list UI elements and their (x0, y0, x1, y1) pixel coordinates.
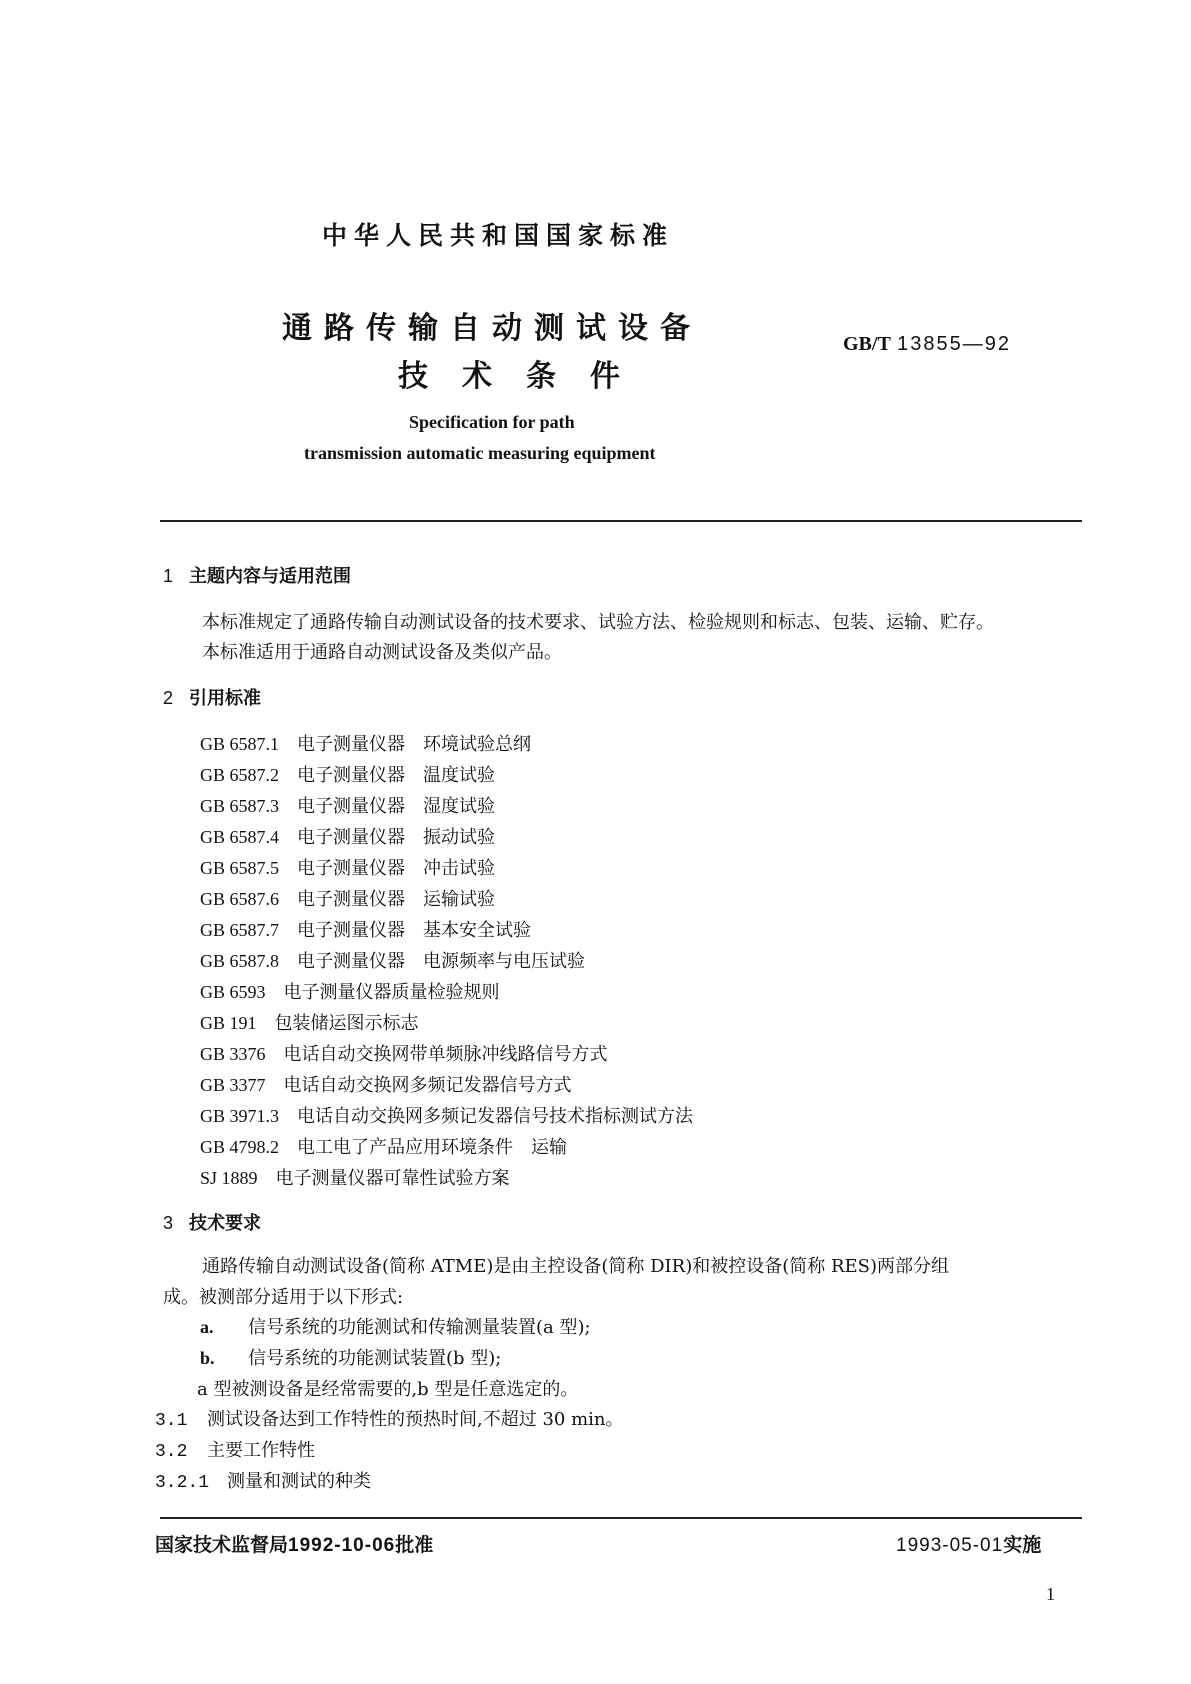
effective-suffix: 实施 (1003, 1534, 1042, 1556)
title-line-2: 技术条件 (398, 359, 654, 394)
list-item-label: a. (200, 1317, 214, 1337)
clause-number: 3.1 (155, 1411, 188, 1431)
reference-item (200, 730, 531, 756)
page-number: 1 (1046, 1584, 1055, 1604)
issue-info (155, 1530, 433, 1557)
reference-title: 电子测量仪器 环境试验总纲 (297, 734, 532, 755)
reference-title: 电话自动交换网多频记发器信号方式 (283, 1075, 572, 1096)
section-3-note: a 型被测设备是经常需要的,b 型是任意选定的。 (197, 1379, 579, 1400)
reference-item (200, 792, 495, 818)
clause-3-2-1 (155, 1467, 371, 1493)
reference-item (200, 854, 495, 880)
reference-title: 电子测量仪器 湿度试验 (297, 796, 496, 817)
list-item-text: 信号系统的功能测试装置(b 型); (248, 1348, 502, 1369)
reference-code: GB 4798.2 (200, 1137, 280, 1157)
reference-code: GB 6593 (200, 982, 266, 1002)
section-3-heading (163, 1209, 261, 1235)
section-number: 1 (163, 566, 174, 586)
reference-code: GB 6587.8 (200, 951, 280, 971)
reference-title: 电工电了产品应用环境条件 运输 (297, 1137, 568, 1158)
reference-code: GB 6587.3 (200, 796, 280, 816)
reference-code: GB 3971.3 (200, 1106, 280, 1126)
reference-title: 包装储运图示标志 (274, 1013, 419, 1034)
section-number: 2 (163, 688, 174, 708)
top-divider (160, 520, 1082, 522)
section-1-para-2: 本标准适用于通路自动测试设备及类似产品。 (202, 642, 562, 663)
issue-date: 1992-10-06 (288, 1535, 396, 1556)
section-1-heading (163, 562, 351, 588)
issue-suffix: 批准 (395, 1534, 434, 1556)
clause-3-1 (155, 1405, 624, 1431)
list-item-b (200, 1344, 501, 1370)
section-title: 技术要求 (189, 1213, 262, 1234)
reference-title: 电子测量仪器 运输试验 (297, 889, 496, 910)
reference-item (200, 1164, 510, 1190)
issuer: 国家技术监督局 (155, 1534, 289, 1556)
clause-text: 测试设备达到工作特性的预热时间,不超过 30 min。 (207, 1409, 624, 1430)
reference-title: 电话自动交换网带单频脉冲线路信号方式 (283, 1044, 608, 1065)
reference-item (200, 885, 495, 911)
section-3-para-line-1: 通路传输自动测试设备(简称 ATME)是由主控设备(简称 DIR)和被控设备(简称 RES)两部分组 (202, 1256, 950, 1277)
clause-number: 3.2 (155, 1442, 188, 1462)
reference-title: 电子测量仪器可靠性试验方案 (275, 1168, 510, 1189)
reference-code: GB 6587.5 (200, 858, 280, 878)
reference-code: GB 3376 (200, 1044, 266, 1064)
reference-code: SJ 1889 (200, 1168, 258, 1188)
reference-title: 电子测量仪器 基本安全试验 (297, 920, 532, 941)
standard-number (843, 331, 1011, 356)
reference-item (200, 1009, 419, 1035)
clause-number: 3.2.1 (155, 1473, 210, 1493)
bottom-divider (160, 1517, 1082, 1519)
section-title: 引用标准 (189, 688, 262, 709)
section-2-heading (163, 684, 261, 710)
reference-code: GB 6587.7 (200, 920, 280, 940)
list-item-a (200, 1313, 591, 1339)
clause-3-2 (155, 1436, 315, 1462)
english-title-line-2: transmission automatic measuring equipment (304, 443, 656, 463)
clause-text: 测量和测试的种类 (227, 1471, 371, 1492)
section-number: 3 (163, 1213, 174, 1233)
reference-title: 电子测量仪器 振动试验 (297, 827, 496, 848)
effective-date: 1993-05-01 (896, 1535, 1004, 1556)
reference-item (200, 978, 500, 1004)
reference-item (200, 947, 585, 973)
reference-item (200, 1102, 693, 1128)
reference-title: 电子测量仪器质量检验规则 (283, 982, 500, 1003)
title-line-1: 通路传输自动测试设备 (282, 311, 702, 346)
section-3-para-line-2: 成。被测部分适用于以下形式: (163, 1287, 404, 1308)
list-item-text: 信号系统的功能测试和传输测量装置(a 型); (248, 1317, 591, 1338)
section-title: 主题内容与适用范围 (189, 566, 352, 587)
standard-prefix: GB/T (843, 333, 891, 355)
reference-code: GB 6587.4 (200, 827, 280, 847)
reference-item (200, 1071, 572, 1097)
list-item-label: b. (200, 1348, 215, 1368)
reference-item (200, 1040, 608, 1066)
reference-item (200, 916, 531, 942)
reference-title: 电子测量仪器 电源频率与电压试验 (297, 951, 586, 972)
reference-item (200, 761, 495, 787)
reference-item (200, 1133, 567, 1159)
standard-number-value: 13855—92 (897, 333, 1012, 355)
clause-text: 主要工作特性 (207, 1440, 315, 1461)
reference-title: 电子测量仪器 冲击试验 (297, 858, 496, 879)
reference-code: GB 6587.2 (200, 765, 280, 785)
reference-title: 电话自动交换网多频记发器信号技术指标测试方法 (297, 1106, 694, 1127)
effective-info (896, 1530, 1041, 1557)
reference-item (200, 823, 495, 849)
reference-code: GB 6587.6 (200, 889, 280, 909)
section-1-para-1: 本标准规定了通路传输自动测试设备的技术要求、试验方法、检验规则和标志、包装、运输、贮存。 (202, 612, 994, 633)
reference-code: GB 191 (200, 1013, 257, 1033)
reference-code: GB 6587.1 (200, 734, 280, 754)
reference-title: 电子测量仪器 温度试验 (297, 765, 496, 786)
english-title-line-1: Specification for path (409, 412, 575, 432)
national-standard-header: 中华人民共和国国家标准 (322, 221, 675, 250)
reference-code: GB 3377 (200, 1075, 266, 1095)
